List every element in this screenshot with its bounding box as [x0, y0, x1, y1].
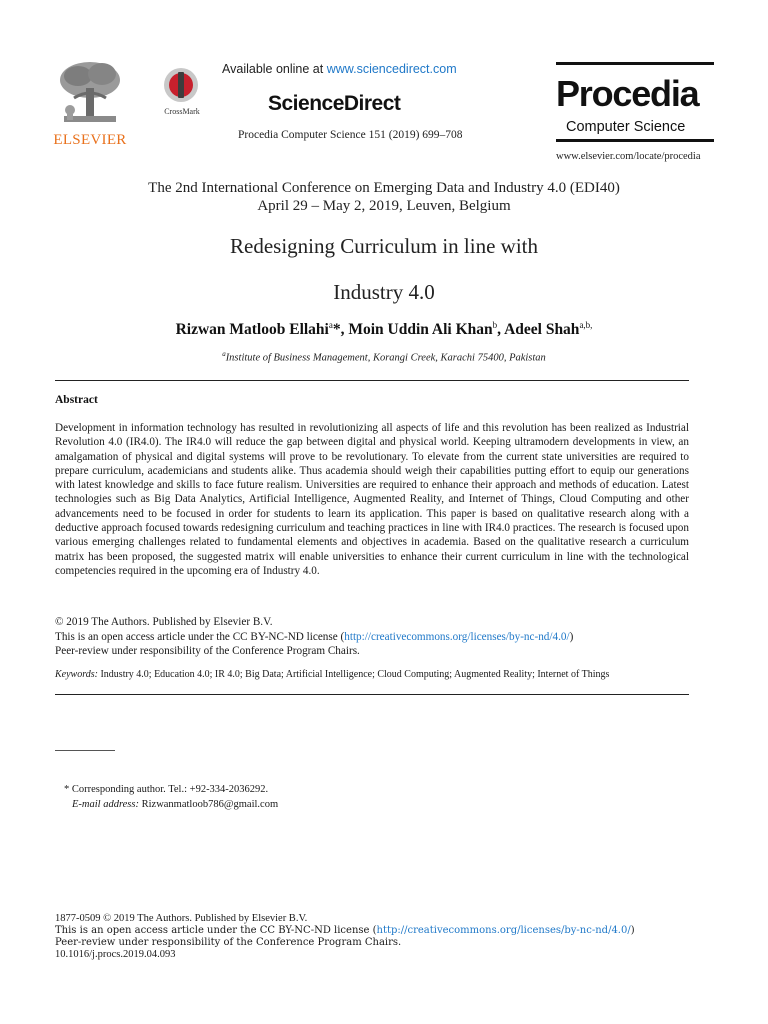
- issn-line: 1877-0509 © 2019 The Authors. Published by Elsevier B.V.: [55, 913, 308, 924]
- procedia-logo-sub: Computer Science: [566, 119, 686, 135]
- keywords-label: Keywords:: [55, 669, 98, 680]
- email-note: [72, 799, 278, 810]
- author-name: Moin Uddin Ali Khan: [348, 321, 493, 339]
- sciencedirect-wordmark: ScienceDirect: [268, 92, 401, 115]
- copyright-line: © 2019 The Authors. Published by Elsevier B.V.: [55, 616, 273, 628]
- author-name: Rizwan Matloob Ellahi: [175, 321, 329, 339]
- divider: [55, 380, 689, 381]
- keywords-list: Industry 4.0; Education 4.0; IR 4.0; Big Data; Artificial Intelligence; Cloud Computing; Augmented Reality; Internet of Things: [97, 669, 610, 680]
- journal-url[interactable]: www.elsevier.com/locate/procedia: [556, 151, 701, 162]
- corresponding-mark: *,: [332, 321, 349, 339]
- procedia-logo-main: Procedia: [556, 73, 699, 114]
- author-list: [0, 320, 768, 339]
- paper-title-line1: Redesigning Curriculum in line with: [230, 234, 538, 258]
- elsevier-tree-icon: [56, 58, 124, 130]
- email-label: E-mail address:: [72, 799, 139, 810]
- author-superscript: a: [328, 320, 333, 330]
- divider: [55, 694, 689, 695]
- doi[interactable]: 10.1016/j.procs.2019.04.093: [55, 949, 176, 960]
- affiliation-text: Institute of Business Management, Korangi Creek, Karachi 75400, Pakistan: [225, 352, 546, 364]
- bottom-copyright: [55, 913, 695, 961]
- available-prefix: Available online at: [222, 62, 327, 76]
- paper-title-line2: Industry 4.0: [333, 280, 435, 304]
- sciencedirect-link[interactable]: www.sciencedirect.com: [326, 62, 457, 76]
- crossmark-badge[interactable]: [156, 68, 208, 120]
- elsevier-logo: [50, 58, 130, 150]
- conference-dates: April 29 – May 2, 2019, Leuven, Belgium: [257, 198, 511, 214]
- conference-name: The 2nd International Conference on Emerging Data and Industry 4.0 (EDI40): [148, 180, 620, 196]
- abstract-heading: Abstract: [55, 394, 98, 406]
- email-address[interactable]: Rizwanmatloob786@gmail.com: [138, 799, 279, 810]
- abstract-body: Development in information technology has resulted in revolutionizing all aspects of life and this revolution has been realized as Industrial Revolution 4.0 (IR4.0). The IR4.0 will reduce the gap between digital and physical world. Keeping ultramodern developments in view, an amalgamation of physical and digital systems will prove to be revolutionary. To elevate from the current state universities are required to prepare curriculum, academicians and students alike. Thus academia should weigh their capabilities putting effort to equip our generations with latest knowledge and skills to face future realism. Universities are required to enhance their approach and methods of education. Latest technologies such as Big Data Analytics, Artificial Intelligence, Augmented Reality, and Internet of Things, Cloud Computing and other advancements need to be focused in order for students to learn its application. This paper is based on qualitative research along with a deductive approach focused towards redesigning curriculum and teaching practices in line with IR4.0 practices. The research is focused upon various emerging challenges related to fundamental elements and objectives in academia. Based on the qualitative research a curriculum matrix has been proposed, the suggested matrix will enable universities to enhance their current curriculum in line with the technological competencies required in the upcoming era of Industry 4.0.: [55, 422, 689, 577]
- crossmark-label: CrossMark: [164, 107, 200, 116]
- author-superscript: a,b,: [579, 320, 593, 330]
- bottom-license-line: This is an open access article under the CC BY-NC-ND license (http://creativecommons.org/licenses/by-nc-nd/4.0/): [55, 925, 635, 936]
- license-line: This is an open access article under the CC BY-NC-ND license (http://creativecommons.org/licenses/by-nc-nd/4.0/): [55, 630, 574, 643]
- procedia-logo: [556, 62, 714, 142]
- crossmark-icon: [164, 68, 198, 102]
- copyright-block: [55, 615, 695, 659]
- peer-review-line: Peer-review under responsibility of the Conference Program Chairs.: [55, 645, 360, 657]
- author-superscript: b: [492, 320, 498, 330]
- available-online: [222, 62, 457, 76]
- corresponding-author-note: * Corresponding author. Tel.: +92-334-2036292.: [64, 784, 269, 795]
- license-link[interactable]: http://creativecommons.org/licenses/by-nc-nd/4.0/: [344, 630, 570, 643]
- elsevier-wordmark: ELSEVIER: [53, 132, 127, 148]
- author-name: Adeel Shah: [504, 321, 580, 339]
- keywords: [55, 669, 695, 680]
- footnote-divider: [55, 750, 115, 751]
- bottom-license-link[interactable]: http://creativecommons.org/licenses/by-nc-nd/4.0/: [376, 925, 631, 936]
- bottom-peer-review: Peer-review under responsibility of the Conference Program Chairs.: [55, 937, 402, 948]
- journal-reference: Procedia Computer Science 151 (2019) 699–708: [238, 129, 463, 141]
- affiliation: [0, 350, 768, 364]
- author-separator: ,: [497, 321, 505, 339]
- affiliation-superscript: a: [222, 350, 226, 358]
